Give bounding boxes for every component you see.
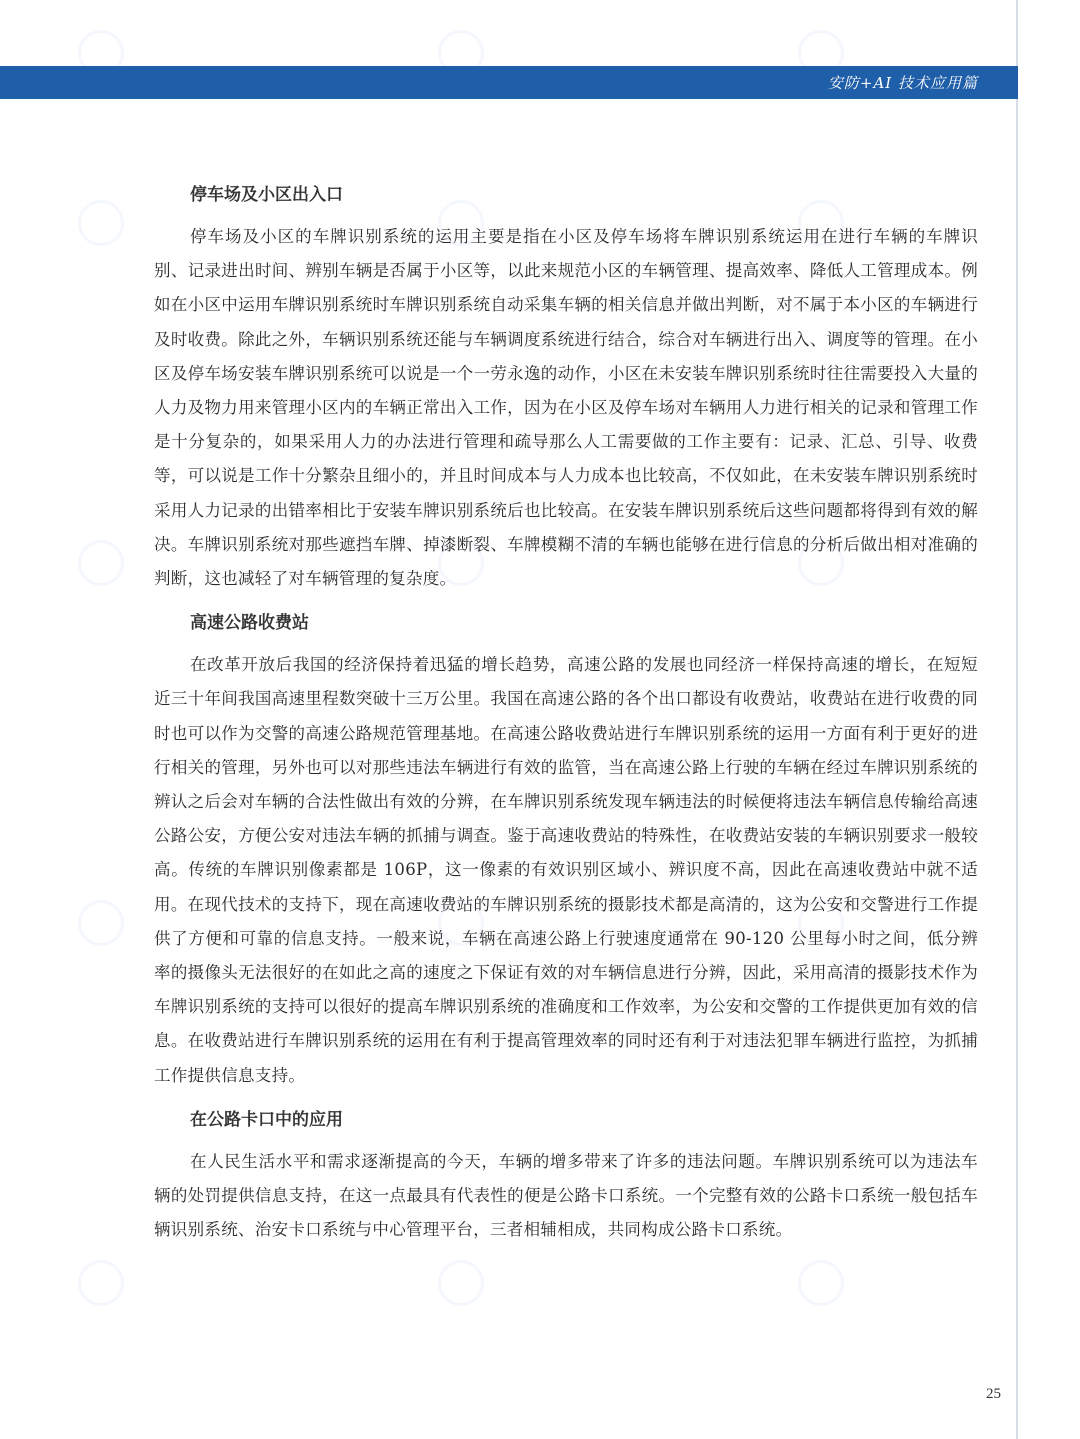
watermark-logo	[78, 200, 124, 246]
section-paragraph: 在人民生活水平和需求逐渐提高的今天，车辆的增多带来了许多的违法问题。车牌识别系统可以为违法车辆的处罚提供信息支持，在这一点最具有代表性的便是公路卡口系统。一个完整有效的公路卡口系统一般包括车辆识别系统、治安卡口系统与中心管理平台，三者相辅相成，共同构成公路卡口系统。	[154, 1151, 978, 1240]
watermark-logo	[78, 900, 124, 946]
section-parking	[154, 178, 978, 596]
article-body	[154, 178, 978, 1257]
right-margin-rule	[1016, 0, 1018, 1439]
watermark-logo	[438, 1260, 484, 1306]
header-title: 安防+AI 技术应用篇	[827, 74, 978, 92]
section-heading: 高速公路收费站	[190, 613, 309, 634]
section-highway-toll	[154, 606, 978, 1093]
section-road-checkpoint	[154, 1103, 978, 1248]
watermark-logo	[78, 1260, 124, 1306]
section-heading: 在公路卡口中的应用	[190, 1109, 343, 1130]
section-paragraph: 停车场及小区的车牌识别系统的运用主要是指在小区及停车场将车牌识别系统运用在进行车辆的车牌识别、记录进出时间、辨别车辆是否属于小区等，以此来规范小区的车辆管理、提高效率、降低人工管理成本。例如在小区中运用车牌识别系统时车牌识别系统自动采集车辆的相关信息并做出判断，对不属于本小区的车辆进行及时收费。除此之外，车辆识别系统还能与车辆调度系统进行结合，综合对车辆进行出入、调度等的管理。在小区及停车场安装车牌识别系统可以说是一个一劳永逸的动作，小区在未安装车牌识别系统时往往需要投入大量的人力及物力用来管理小区内的车辆正常出入工作，因为在小区及停车场对车辆用人力进行相关的记录和管理工作是十分复杂的，如果采用人力的办法进行管理和疏导那么人工需要做的工作主要有：记录、汇总、引导、收费等，可以说是工作十分繁杂且细小的，并且时间成本与人力成本也比较高，不仅如此，在未安装车牌识别系统时采用人力记录的出错率相比于安装车牌识别系统后也比较高。在安装车牌识别系统后这些问题都将得到有效的解决。车牌识别系统对那些遮挡车牌、掉漆断裂、车牌模糊不清的车辆也能够在进行信息的分析后做出相对准确的判断，这也减轻了对车辆管理的复杂度。	[154, 227, 978, 589]
section-paragraph: 在改革开放后我国的经济保持着迅猛的增长趋势，高速公路的发展也同经济一样保持高速的增长，在短短近三十年间我国高速里程数突破十三万公里。我国在高速公路的各个出口都设有收费站，收费站在进行收费的同时也可以作为交警的高速公路规范管理基地。在高速公路收费站进行车牌识别系统的运用一方面有利于更好的进行相关的管理，另外也可以对那些违法车辆进行有效的监管，当在高速公路上行驶的车辆在经过车牌识别系统的辨认之后会对车辆的合法性做出有效的分辨，在车牌识别系统发现车辆违法的时候便将违法车辆信息传输给高速公路公安，方便公安对违法车辆的抓捕与调查。鉴于高速收费站的特殊性，在收费站安装的车辆识别要求一般较高。传统的车牌识别像素都是 106P，这一像素的有效识别区域小、辨识度不高，因此在高速收费站中就不适用。在现代技术的支持下，现在高速收费站的车牌识别系统的摄影技术都是高清的，这为公安和交警进行工作提供了方便和可靠的信息支持。一般来说，车辆在高速公路上行驶速度通常在 90-120 公里每小时之间，低分辨率的摄像头无法很好的在如此之高的速度之下保证有效的对车辆信息进行分辨，因此，采用高清的摄影技术作为车牌识别系统的支持可以很好的提高车牌识别系统的准确度和工作效率，为公安和交警的工作提供更加有效的信息。在收费站进行车牌识别系统的运用在有利于提高管理效率的同时还有利于对违法犯罪车辆进行监控，为抓捕工作提供信息支持。	[154, 655, 978, 1085]
header-band	[0, 66, 1018, 99]
page-number: 25	[986, 1386, 1001, 1402]
watermark-logo	[798, 1260, 844, 1306]
watermark-logo	[78, 540, 124, 586]
section-heading: 停车场及小区出入口	[190, 185, 343, 205]
